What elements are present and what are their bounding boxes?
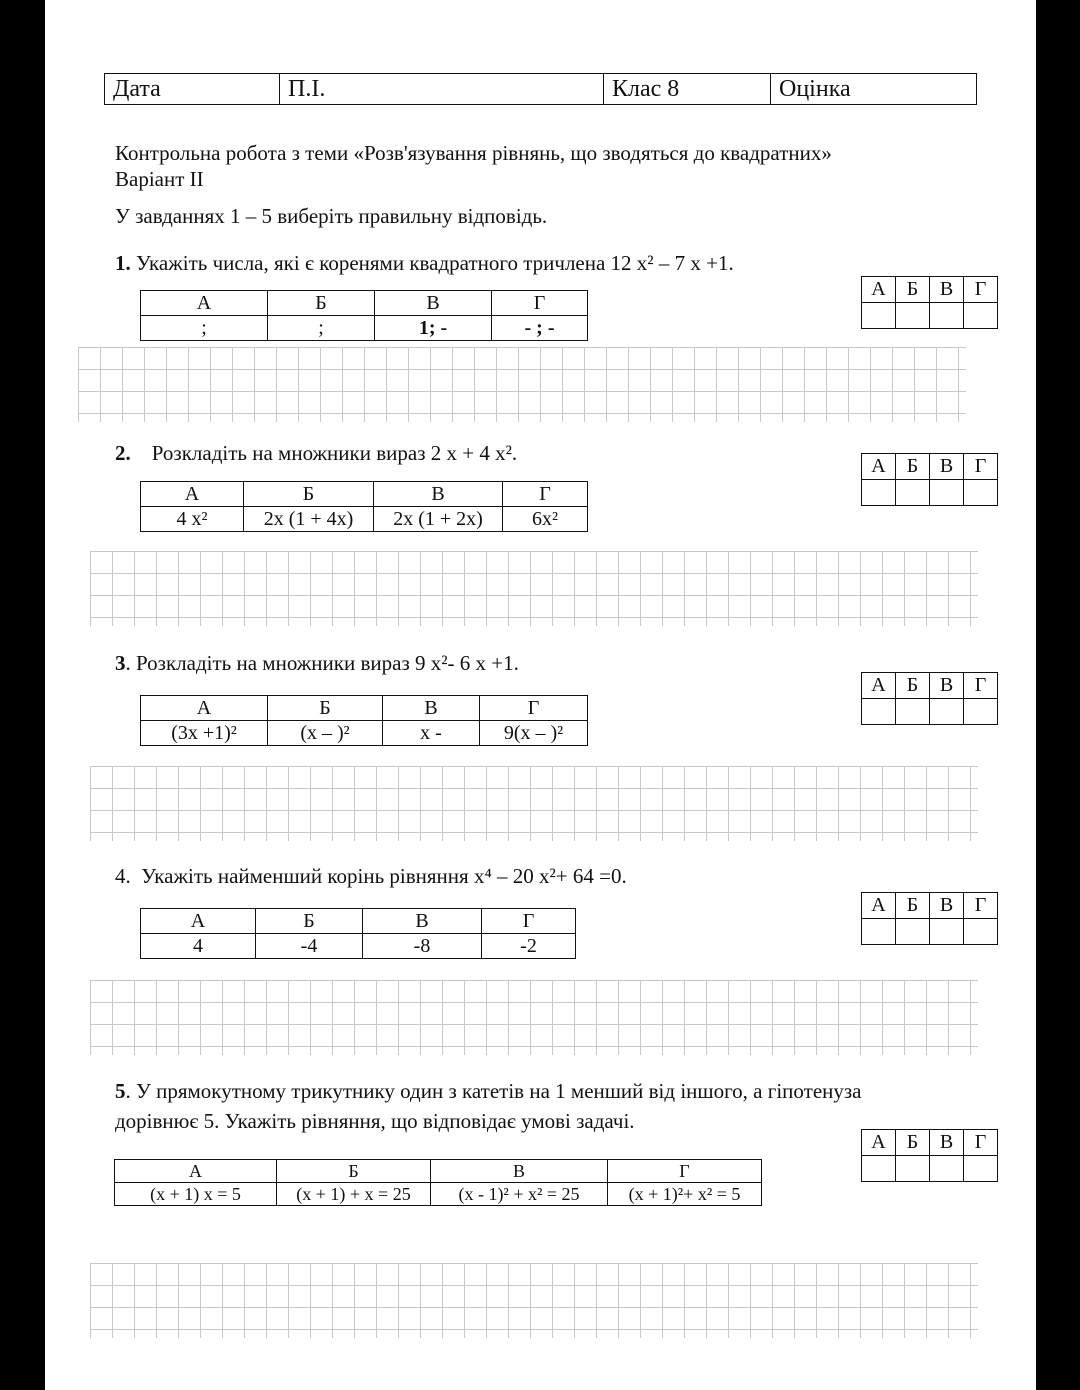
question-3-number: 3 — [115, 651, 126, 675]
question-5-number: 5 — [115, 1079, 126, 1103]
answer-4-cell-a[interactable] — [862, 919, 896, 945]
option-value: (x - 1)² + x² = 25 — [431, 1183, 608, 1206]
option-value: ; — [141, 316, 268, 341]
class-cell: Клас 8 — [604, 74, 771, 105]
test-title: Контрольна робота з теми «Розв'язування рівнянь, що зводяться до квадратних» — [115, 141, 832, 165]
grid-work-area-1[interactable] — [78, 347, 966, 422]
option-value: 2x (1 + 2x) — [374, 507, 503, 532]
date-cell: Дата — [105, 74, 280, 105]
question-2 — [115, 440, 517, 466]
answer-box-1[interactable] — [861, 276, 998, 329]
options-table-4 — [140, 908, 576, 959]
answer-2-cell-v[interactable] — [930, 480, 964, 506]
option-header: Г — [482, 909, 576, 934]
answer-2-letter-v: В — [930, 454, 964, 480]
option-header: А — [141, 291, 268, 316]
answer-box-2[interactable] — [861, 453, 998, 506]
answer-5-letter-b: Б — [896, 1130, 930, 1156]
options-table-5 — [114, 1159, 762, 1206]
option-header: Б — [268, 696, 383, 721]
answer-1-cell-g[interactable] — [964, 303, 998, 329]
answer-1-letter-v: В — [930, 277, 964, 303]
question-4-text: Укажіть найменший корінь рівняння x⁴ – 20 x²+ 64 =0. — [141, 864, 627, 888]
option-header: Г — [608, 1160, 762, 1183]
answer-box-5[interactable] — [861, 1129, 998, 1182]
worksheet-page — [45, 0, 1036, 1390]
answer-1-cell-b[interactable] — [896, 303, 930, 329]
option-value: -8 — [363, 934, 482, 959]
question-3-text: . Розкладіть на множники вираз 9 x²- 6 x +1. — [125, 651, 519, 675]
answer-4-letter-g: Г — [964, 893, 998, 919]
instruction-text: У завданнях 1 – 5 виберіть правильну відповідь. — [115, 204, 548, 228]
option-value: (3x +1)² — [141, 721, 268, 746]
option-value: -4 — [256, 934, 363, 959]
answer-3-letter-b: Б — [896, 673, 930, 699]
option-value: 6x² — [503, 507, 588, 532]
question-4 — [115, 863, 627, 889]
answer-2-letter-b: Б — [896, 454, 930, 480]
answer-3-letter-v: В — [930, 673, 964, 699]
answer-4-cell-b[interactable] — [896, 919, 930, 945]
answer-box-3[interactable] — [861, 672, 998, 725]
option-value: (x + 1)²+ x² = 5 — [608, 1183, 762, 1206]
option-header: Б — [268, 291, 375, 316]
option-header: В — [383, 696, 480, 721]
option-value: (x – )² — [268, 721, 383, 746]
answer-5-cell-v[interactable] — [930, 1156, 964, 1182]
question-5-text-1: . У прямокутному трикутнику один з катетів на 1 менший від іншого, а гіпотенуза — [125, 1079, 862, 1103]
option-value: 4 x² — [141, 507, 244, 532]
answer-box-4[interactable] — [861, 892, 998, 945]
answer-2-letter-a: А — [862, 454, 896, 480]
answer-5-cell-g[interactable] — [964, 1156, 998, 1182]
option-value: 4 — [141, 934, 256, 959]
grid-work-area-3[interactable] — [90, 766, 978, 841]
option-value: - ; - — [492, 316, 588, 341]
option-value: 2x (1 + 4x) — [244, 507, 374, 532]
option-value: x - — [383, 721, 480, 746]
answer-5-letter-a: А — [862, 1130, 896, 1156]
grid-work-area-4[interactable] — [90, 980, 978, 1055]
question-3 — [115, 650, 519, 676]
options-table-3 — [140, 695, 588, 746]
answer-3-letter-g: Г — [964, 673, 998, 699]
header-table — [104, 73, 977, 105]
answer-4-cell-v[interactable] — [930, 919, 964, 945]
question-1-number: 1. — [115, 251, 131, 275]
option-header: Г — [503, 482, 588, 507]
option-header: Б — [277, 1160, 431, 1183]
option-header: В — [374, 482, 503, 507]
question-4-number: 4. — [115, 864, 131, 888]
grade-cell: Оцінка — [771, 74, 977, 105]
answer-1-letter-b: Б — [896, 277, 930, 303]
option-header: Г — [492, 291, 588, 316]
options-table-2 — [140, 481, 588, 532]
option-header: В — [431, 1160, 608, 1183]
answer-1-cell-v[interactable] — [930, 303, 964, 329]
question-1-text: Укажіть числа, які є коренями квадратного тричлена 12 x² – 7 x +1. — [136, 251, 734, 275]
answer-5-cell-a[interactable] — [862, 1156, 896, 1182]
option-header: В — [363, 909, 482, 934]
answer-1-cell-a[interactable] — [862, 303, 896, 329]
answer-2-cell-b[interactable] — [896, 480, 930, 506]
option-header: А — [141, 482, 244, 507]
answer-5-letter-v: В — [930, 1130, 964, 1156]
grid-work-area-2[interactable] — [90, 551, 978, 626]
option-header: В — [375, 291, 492, 316]
answer-3-cell-a[interactable] — [862, 699, 896, 725]
question-1 — [115, 250, 734, 276]
options-table-1 — [140, 290, 588, 341]
option-value: (x + 1) + x = 25 — [277, 1183, 431, 1206]
option-value: 1; - — [375, 316, 492, 341]
answer-2-cell-a[interactable] — [862, 480, 896, 506]
option-value: 9(x – )² — [480, 721, 588, 746]
name-cell: П.І. — [280, 74, 604, 105]
answer-4-letter-b: Б — [896, 893, 930, 919]
question-2-number: 2. — [115, 441, 131, 465]
option-header: А — [141, 696, 268, 721]
answer-2-letter-g: Г — [964, 454, 998, 480]
variant-label: Варіант ІІ — [115, 167, 204, 191]
answer-2-cell-g[interactable] — [964, 480, 998, 506]
question-2-text: Розкладіть на множники вираз 2 x + 4 x². — [151, 441, 518, 465]
answer-3-letter-a: А — [862, 673, 896, 699]
answer-4-cell-g[interactable] — [964, 919, 998, 945]
option-header: Б — [244, 482, 374, 507]
answer-5-letter-g: Г — [964, 1130, 998, 1156]
option-header: А — [141, 909, 256, 934]
answer-5-cell-b[interactable] — [896, 1156, 930, 1182]
question-5-text-2: дорівнює 5. Укажіть рівняння, що відповідає умові задачі. — [115, 1109, 635, 1133]
question-5-line-1 — [115, 1078, 862, 1104]
option-value: (x + 1) x = 5 — [115, 1183, 277, 1206]
option-value: -2 — [482, 934, 576, 959]
answer-3-cell-g[interactable] — [964, 699, 998, 725]
answer-1-letter-g: Г — [964, 277, 998, 303]
option-header: Г — [480, 696, 588, 721]
option-value: ; — [268, 316, 375, 341]
answer-3-cell-v[interactable] — [930, 699, 964, 725]
answer-4-letter-v: В — [930, 893, 964, 919]
answer-4-letter-a: А — [862, 893, 896, 919]
answer-1-letter-a: А — [862, 277, 896, 303]
option-header: А — [115, 1160, 277, 1183]
answer-3-cell-b[interactable] — [896, 699, 930, 725]
grid-work-area-5[interactable] — [90, 1263, 978, 1338]
option-header: Б — [256, 909, 363, 934]
